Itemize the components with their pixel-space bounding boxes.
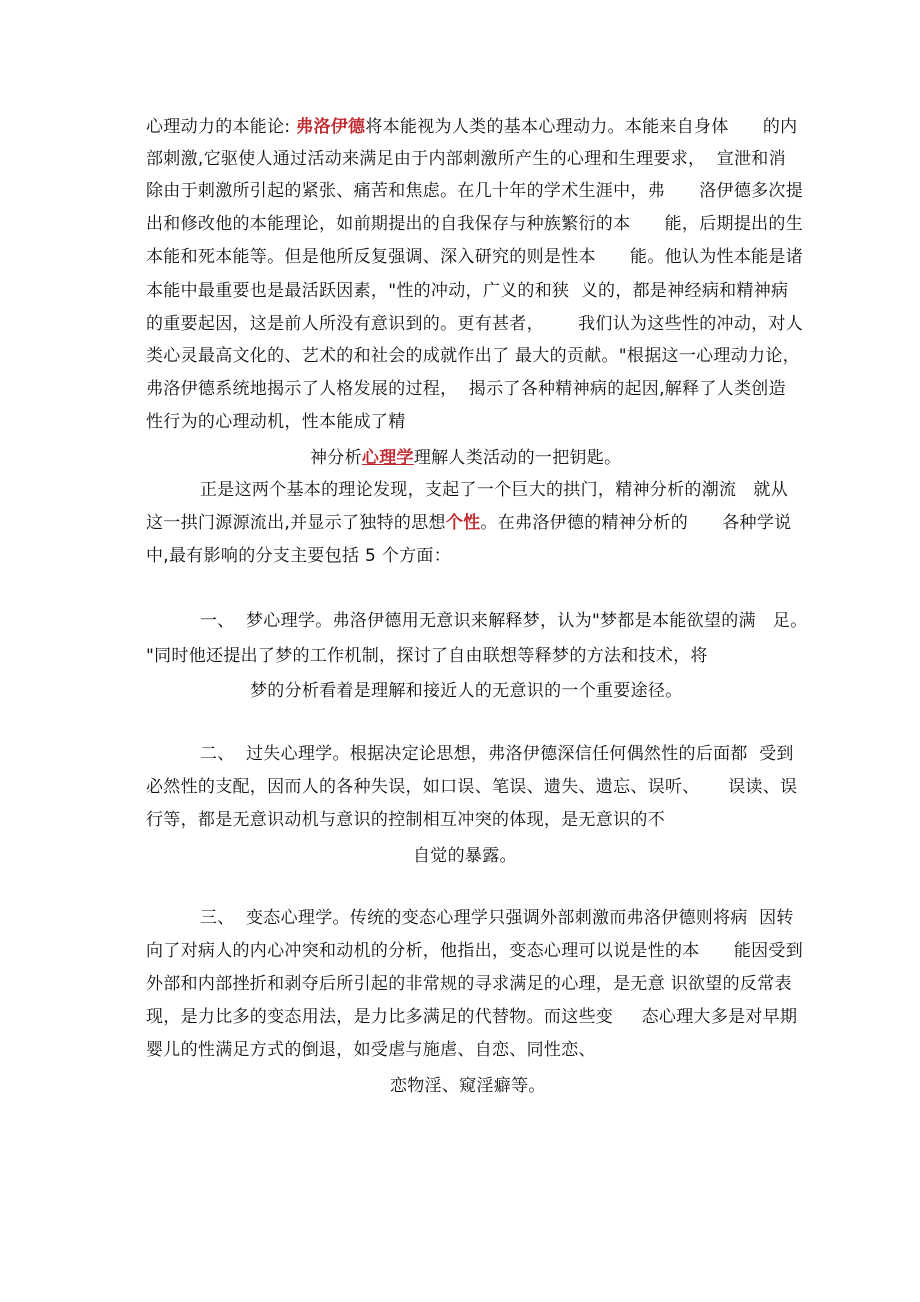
intro-line-1: [146, 116, 797, 138]
abnormal-line-2: 向了对病人的内心冲突和动机的分析，他指出，变态心理可以说是性的本 能因受到: [146, 941, 804, 961]
intro-line-7: 的重要起因，这是前人所没有意识到的。更有甚者， 我们认为这些性的冲动，对人: [146, 314, 804, 334]
arch-line-1: 正是这两个基本的理论发现，支起了一个巨大的拱门，精神分析的潮流 就从: [200, 480, 789, 500]
intro-text: 将本能视为人类的基本心理动力。本能来自身体 的内: [365, 117, 798, 137]
psychology-link[interactable]: 心理学: [361, 448, 414, 468]
arch-text: 这一拱门源源流出,并显示了独特的思想: [146, 513, 446, 533]
intro-text: 理解人类活动的一把钥匙。: [413, 448, 622, 468]
intro-line-3: 除由于刺激所引起的紧张、痛苦和焦虑。在几十年的学术生涯中，弗 洛伊德多次提: [146, 181, 804, 201]
dream-line-2: "同时他还提出了梦的工作机制，探讨了自由联想等释梦的方法和技术，将: [146, 646, 708, 666]
intro-line-11: [310, 447, 621, 469]
intro-line-8: 类心灵最高文化的、艺术的和社会的成就作出了 最大的贡献。"根据这一心理动力论，: [146, 346, 800, 366]
intro-line-2: 部刺激,它驱使人通过活动来满足由于内部刺激所产生的心理和生理要求， 宣泄和消: [146, 149, 786, 169]
abnormal-line-5: 婴儿的性满足方式的倒退，如受虐与施虐、自恋、同性恋、: [146, 1040, 596, 1060]
intro-text: 神分析: [310, 448, 362, 468]
intro-line-4: 出和修改他的本能理论，如前期提出的自我保存与种族繁衍的本 能，后期提出的生: [146, 214, 804, 234]
freud-name-highlight[interactable]: 弗洛伊德: [296, 117, 366, 137]
arch-line-3: 中,最有影响的分支主要包括 5 个方面：: [146, 546, 452, 566]
error-line-1: 二、 过失心理学。根据决定论思想，弗洛伊德深信任何偶然性的后面都 受到: [200, 744, 794, 764]
error-line-4: 自觉的暴露。: [413, 846, 517, 866]
dream-line-3: 梦的分析看着是理解和接近人的无意识的一个重要途径。: [250, 681, 683, 701]
arch-text: 。在弗洛伊德的精神分析的 各种学说: [480, 513, 792, 533]
error-line-3: 行等，都是无意识动机与意识的控制相互冲突的体现，是无意识的不: [146, 810, 665, 830]
intro-text: 心理动力的本能论:: [146, 117, 297, 137]
abnormal-line-1: 三、 变态心理学。传统的变态心理学只强调外部刺激而弗洛伊德则将病 因转: [200, 908, 794, 928]
abnormal-line-6: 恋物淫、窥淫癖等。: [390, 1076, 546, 1096]
abnormal-line-4: 现，是力比多的变态用法，是力比多满足的代替物。而这些变 态心理大多是对早期: [146, 1007, 798, 1027]
intro-line-10: 性行为的心理动机，性本能成了精: [146, 412, 406, 432]
intro-line-6: 本能中最重要也是最活跃因素，"性的冲动，广义的和狭 义的，都是神经病和精神病: [146, 281, 789, 301]
error-line-2: 必然性的支配，因而人的各种失误，如口误、笔误、遗失、遗忘、误听、 误读、误: [146, 777, 798, 797]
intro-line-5: 本能和死本能等。但是他所反复强调、深入研究的则是性本 能。他认为性本能是诸: [146, 247, 804, 267]
personality-link[interactable]: 个性: [445, 513, 481, 533]
dream-line-1: 一、 梦心理学。弗洛伊德用无意识来解释梦，认为"梦都是本能欲望的满 足。: [200, 611, 808, 631]
arch-line-2: [146, 512, 791, 534]
abnormal-line-3: 外部和内部挫折和剥夺后所引起的非常规的寻求满足的心理，是无意 识欲望的反常表: [146, 974, 792, 994]
intro-line-9: 弗洛伊德系统地揭示了人格发展的过程， 揭示了各种精神病的起因,解释了人类创造: [146, 379, 786, 399]
